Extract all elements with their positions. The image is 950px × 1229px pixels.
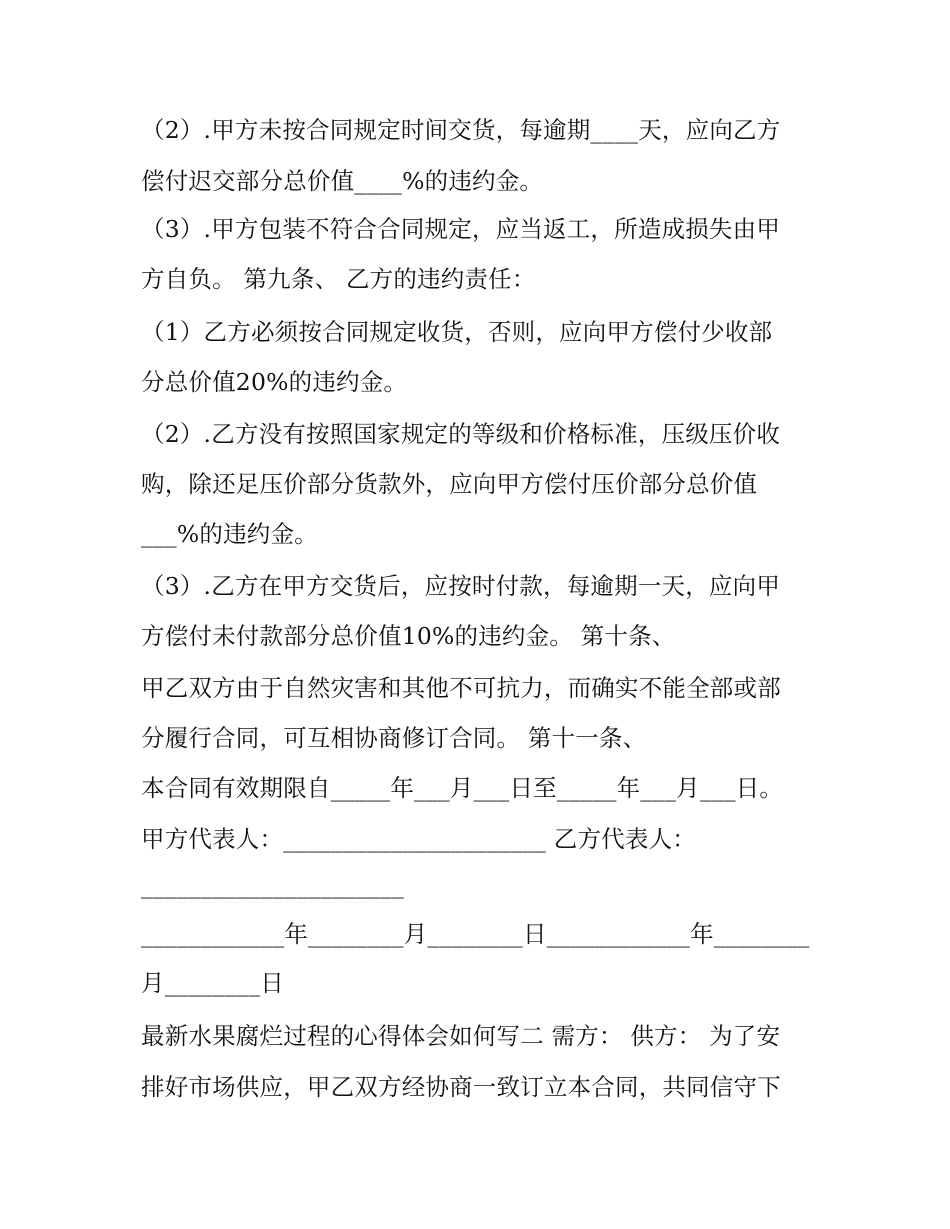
text-line: ___%的违约金。 xyxy=(141,520,318,548)
text-line: ______________________ xyxy=(141,871,404,899)
text-line: （3）.乙方在甲方交货后，应按时付款，每逾期一天，应向甲 xyxy=(141,572,781,600)
text-line: 方偿付未付款部分总价值10%的违约金。 第十条、 xyxy=(141,622,676,650)
text-line: 排好市场供应，甲乙双方经协商一致订立本合同，共同信守下 xyxy=(141,1073,781,1101)
text-line: ____________年________月________日____________年________ xyxy=(141,920,810,948)
text-line: （2）.甲方未按合同规定时间交货，每逾期____天，应向乙方 xyxy=(141,116,781,144)
text-line: （2）.乙方没有按照国家规定的等级和价格标准，压级压价收 xyxy=(141,420,781,448)
text-line: （3）.甲方包装不符合合同规定，应当返工，所造成损失由甲 xyxy=(141,215,781,243)
text-line: 甲乙双方由于自然灾害和其他不可抗力，而确实不能全部或部 xyxy=(141,674,781,702)
text-line: 最新水果腐烂过程的心得体会如何写二 需方： 供方： 为了安 xyxy=(141,1022,781,1050)
text-line: 本合同有效期限自_____年___月___日至_____年___月___日。 xyxy=(141,774,784,802)
text-line: （1）乙方必须按合同规定收货，否则，应向甲方偿付少收部 xyxy=(141,318,773,346)
text-line: 分总价值20%的违约金。 xyxy=(141,368,408,396)
text-line: 月________日 xyxy=(141,969,284,997)
text-line: 分履行合同，可互相协商修订合同。 第十一条、 xyxy=(141,724,647,752)
text-line: 甲方代表人：______________________ 乙方代表人： xyxy=(141,825,696,853)
text-line: 方自负。 第九条、 乙方的违约责任： xyxy=(141,265,536,293)
text-line: 购，除还足压价部分货款外，应向甲方偿付压价部分总价值 xyxy=(141,470,758,498)
text-line: 偿付迟交部分总价值____%的违约金。 xyxy=(141,167,544,195)
